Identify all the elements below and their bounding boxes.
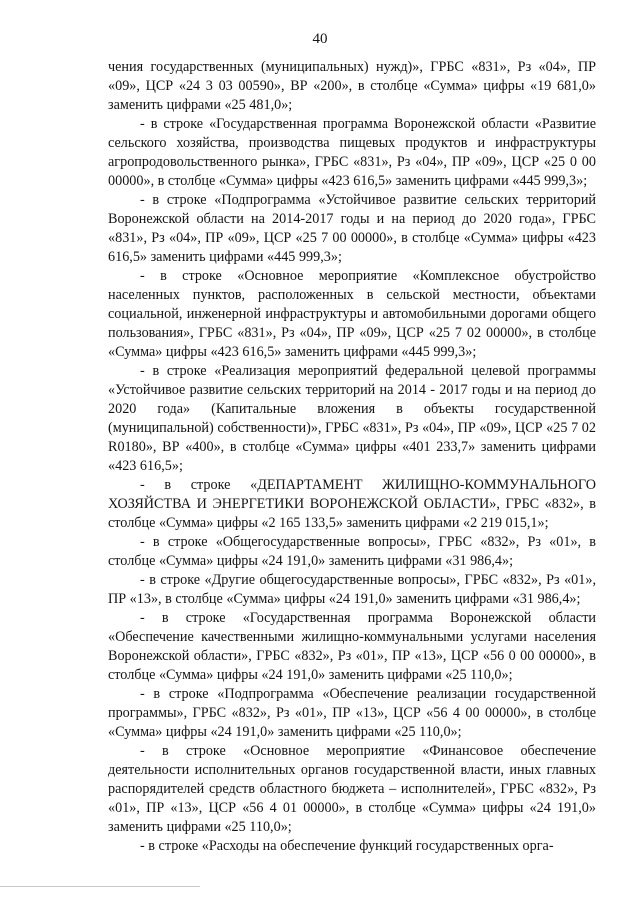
page-number: 40 (312, 31, 328, 47)
paragraph: - в строке «ДЕПАРТАМЕНТ ЖИЛИЩНО-КОММУНАЛЬНОГО ХОЗЯЙСТВА И ЭНЕРГЕТИКИ ВОРОНЕЖСКОЙ ОБЛАСТИ», ГРБС «832», в столбце «Сумма» цифры «2 165 133,5» заменить цифрами «2 219 015,1»; (108, 477, 596, 531)
paragraph: - в строке «Основное мероприятие «Комплексное обустройство населенных пунктов, расположенных в сельской местности, объектами социальной, инженерной инфраструктуры и автомобильными дорогами общего пользования», ГРБС «831», Рз «04», ПР «09», ЦСР «25 7 02 00000», в столбце «Сумма» цифры «423 616,5» заменить цифрами «445 999,3»; (108, 268, 596, 360)
paragraph-continuation: чения государственных (муниципальных) нужд)», ГРБС «831», Рз «04», ПР «09», ЦСР «24 3 03 00590», ВР «200», в столбце «Сумма» цифры «19 681,0» заменить цифрами «25 481,0»; (108, 59, 596, 113)
footer-divider (0, 886, 200, 887)
paragraph: - в строке «Государственная программа Воронежской области «Обеспечение качественными жилищно-коммунальными услугами населения Воронежской области», ГРБС «832», Рз «01», ПР «13», ЦСР «56 0 00 00000», в столбце «Сумма» цифры «24 191,0» заменить цифрами «25 110,0»; (108, 610, 596, 683)
paragraph: - в строке «Подпрограмма «Устойчивое развитие сельских территорий Воронежской области на 2014-2017 годы и на период до 2020 года», ГРБС «831», Рз «04», ПР «09», ЦСР «25 7 00 00000», в столбце «Сумма» цифры «423 616,5» заменить цифрами «445 999,3»; (108, 192, 596, 265)
paragraph: - в строке «Основное мероприятие «Финансовое обеспечение деятельности исполнительных органов государственной власти, иных главных распорядителей средств областного бюджета – исполнителей», ГРБС «832», Рз «01», ПР «13», ЦСР «56 4 01 00000», в столбце «Сумма» цифры «24 191,0» заменить цифрами «25 110,0»; (108, 743, 596, 835)
paragraph: - в строке «Подпрограмма «Обеспечение реализации государственной программы», ГРБС «832», Рз «01», ПР «13», ЦСР «56 4 00 00000», в столбце «Сумма» цифры «24 191,0» заменить цифрами «25 110,0»; (108, 686, 596, 740)
paragraph: - в строке «Другие общегосударственные вопросы», ГРБС «832», Рз «01», ПР «13», в столбце «Сумма» цифры «24 191,0» заменить цифрами «31 986,4»; (108, 572, 596, 607)
paragraph: - в строке «Расходы на обеспечение функций государственных орга- (140, 838, 554, 854)
document-body (108, 58, 596, 856)
paragraph: - в строке «Государственная программа Воронежской области «Развитие сельского хозяйства, производства пищевых продуктов и инфраструктуры агропродовольственного рынка», ГРБС «831», Рз «04», ПР «09», ЦСР «25 0 00 00000», в столбце «Сумма» цифры «423 616,5» заменить цифрами «445 999,3»; (108, 116, 596, 189)
paragraph: - в строке «Общегосударственные вопросы», ГРБС «832», Рз «01», в столбце «Сумма» цифры «24 191,0» заменить цифрами «31 986,4»; (108, 534, 596, 569)
paragraph: - в строке «Реализация мероприятий федеральной целевой программы «Устойчивое развитие сельских территорий на 2014 - 2017 годы и на период до 2020 года» (Капитальные вложения в объекты государственной (муниципальной) собственности)», ГРБС «831», Рз «04», ПР «09», ЦСР «25 7 02 R0180», ВР «400», в столбце «Сумма» цифры «401 233,7» заменить цифрами «423 616,5»; (108, 363, 596, 474)
